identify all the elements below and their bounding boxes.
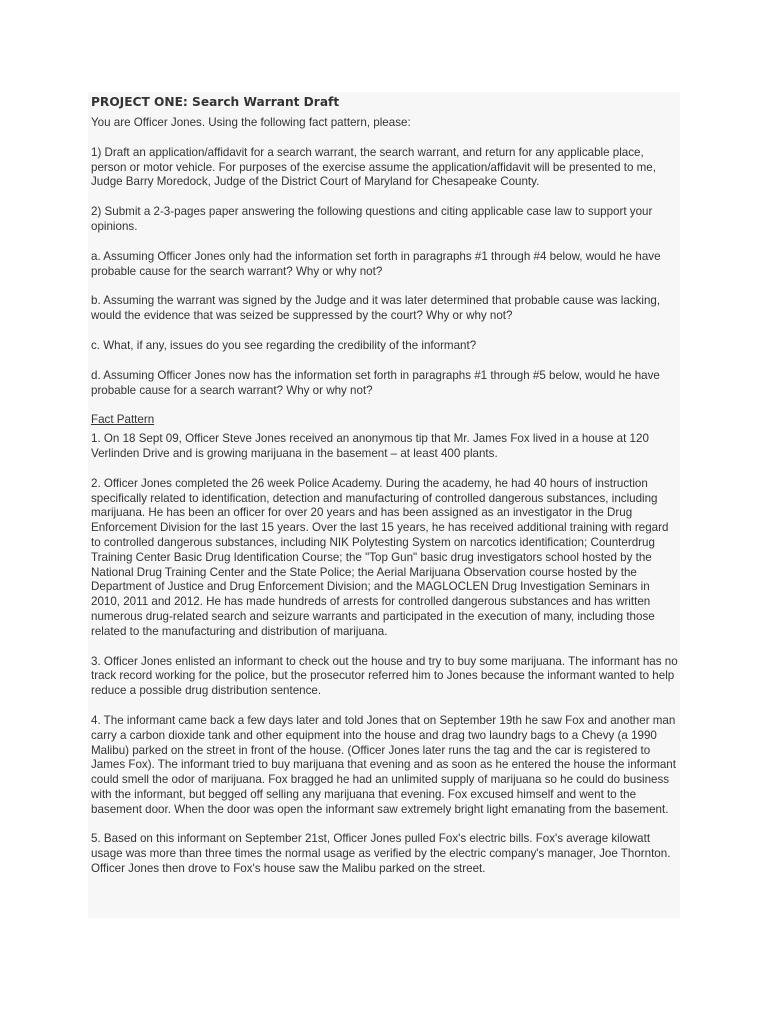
task-paragraph-1: 1) Draft an application/affidavit for a search warrant, the search warrant, and return for any applicable place, person or motor vehicle. For purposes of the exercise assume the application/affidavit will be presented to me, Judge Barry Moredock, Judge of the District Court of Maryland for Chesapeake County.: [91, 145, 656, 189]
fact-paragraph-2: 2. Officer Jones completed the 26 week Police Academy. During the academy, he had 40 hours of instruction specifically related to identification, detection and manufacturing of controlled dangerous substances, including marijuana. He has been an officer for over 20 years and has been assigned as an investigator in the Drug Enforcement Division for the last 15 years. Over the last 15 years, he has received additional training with regard to controlled dangerous substances, including NIK Polytesting System on narcotics identification; Counterdrug Training Center Basic Drug Identification Course; the "Top Gun" basic drug investigators school hosted by the National Drug Training Center and the State Police; the Aerial Marijuana Observation course hosted by the Department of Justice and Drug Enforcement Division; and the MAGLOCLEN Drug Investigation Seminars in 2010, 2011 and 2012. He has made hundreds of arrests for controlled dangerous substances and has written numerous drug-related search and seizure warrants and participated in the execution of many, including those related to the manufacturing and distribution of marijuana.: [91, 476, 669, 638]
fact-paragraph-5: 5. Based on this informant on September 21st, Officer Jones pulled Fox's electric bills. Fox's average kilowatt usage was more than three times the normal usage as verified by the electric company's manager, Joe Thornton. Officer Jones then drove to Fox's house saw the Malibu parked on the street.: [91, 832, 671, 876]
fact-pattern-heading: Fact Pattern: [91, 413, 155, 427]
fact-paragraph-3: 3. Officer Jones enlisted an informant to check out the house and try to buy some marijuana. The informant has no track record working for the police, but the prosecutor referred him to Jones because the informant wanted to help reduce a possible drug distribution sentence.: [91, 654, 678, 698]
document-title: PROJECT ONE: Search Warrant Draft: [91, 95, 340, 109]
question-d: d. Assuming Officer Jones now has the information set forth in paragraphs #1 through #5 below, would he have probable cause for a search warrant? Why or why not?: [91, 368, 660, 397]
task-paragraph-2: 2) Submit a 2-3-pages paper answering the following questions and citing applicable case law to support your opinions.: [91, 205, 653, 233]
question-b: b. Assuming the warrant was signed by the Judge and it was later determined that probable cause was lacking, would the evidence that was seized be suppressed by the court? Why or why not?: [91, 294, 661, 323]
question-a: a. Assuming Officer Jones only had the information set forth in paragraphs #1 through #4 below, would he have probable cause for the search warrant? Why or why not?: [91, 249, 661, 278]
question-c: c. What, if any, issues do you see regarding the credibility of the informant?: [91, 338, 477, 352]
intro-paragraph: You are Officer Jones. Using the following fact pattern, please:: [91, 116, 411, 129]
fact-paragraph-4: 4. The informant came back a few days later and told Jones that on September 19th he saw Fox and another man carry a carbon dioxide tank and other equipment into the house and drag two laundry bags to a Chevy (a 1990 Malibu) parked on the street in front of the house. (Officer Jones later runs the tag and the car is registered to James Fox). The informant tried to buy marijuana that evening and as soon as he entered the house the informant could smell the odor of marijuana. Fox bragged he had an unlimited supply of marijuana so he could do business with the informant, but begged off selling any marijuana that evening. Fox excused himself and went to the basement door. When the door was open the informant saw extremely bright light emanating from the basement.: [91, 713, 676, 816]
fact-paragraph-1: 1. On 18 Sept 09, Officer Steve Jones received an anonymous tip that Mr. James Fox lived in a house at 120 Verlinden Drive and is growing marijuana in the basement – at least 400 plants.: [91, 432, 649, 460]
document-content: [91, 94, 680, 892]
fact-pattern-list: [91, 432, 680, 877]
document-page: [88, 92, 680, 918]
